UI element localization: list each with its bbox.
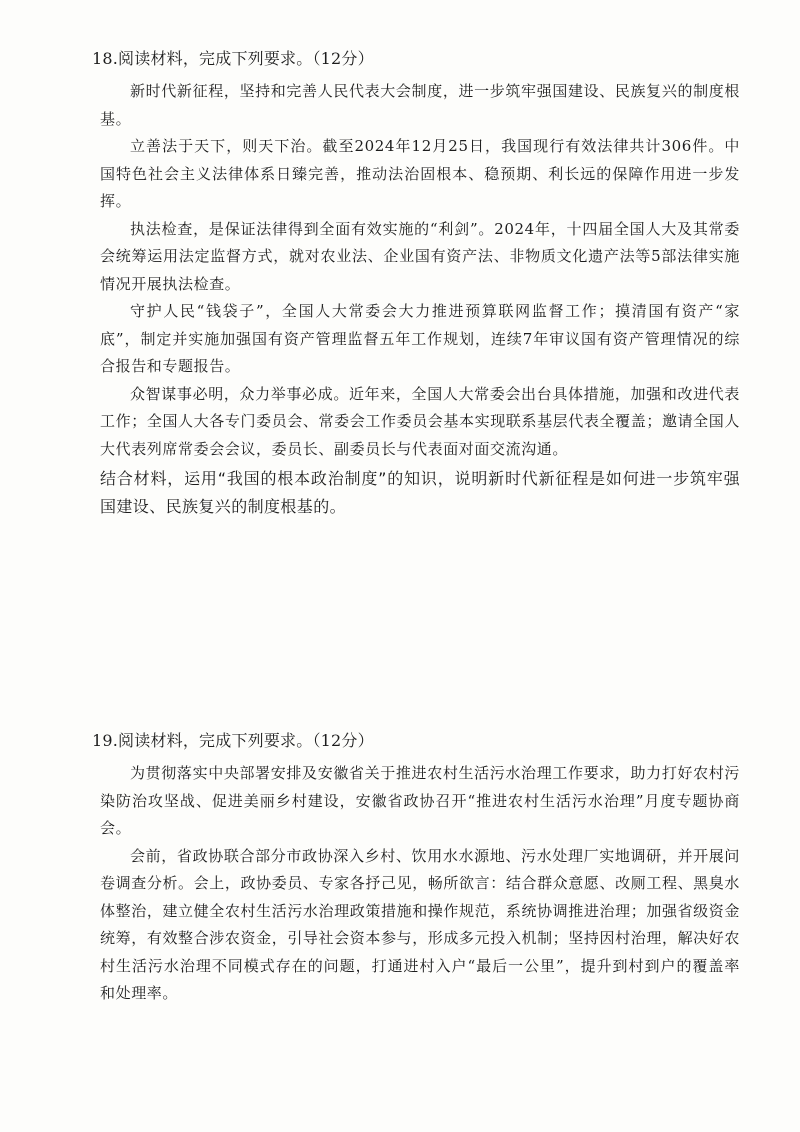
question-title: 18.阅读材料，完成下列要求。（12分） bbox=[92, 49, 374, 68]
material-paragraph: 众智谋事必明，众力举事必成。近年来，全国人大常委会出台具体措施，加强和改进代表工作；全国人大各专门委员会、常委会工作委员会基本实现联系基层代表全覆盖；邀请全国人大代表列席常委会会议，委员长、副委员长与代表面对面交流沟通。 bbox=[100, 384, 740, 458]
question-18 bbox=[92, 46, 740, 521]
material-paragraph: 执法检查，是保证法律得到全面有效实施的“利剑”。2024年，十四届全国人大及其常委会统筹运用法定监督方式，就对农业法、企业国有资产法、非物质文化遗产法等5部法律实施情况开展执法检查。 bbox=[100, 219, 740, 293]
question-prompt: 结合材料，运用“我国的根本政治制度”的知识，说明新时代新征程是如何进一步筑牢强国建设、民族复兴的制度根基的。 bbox=[100, 469, 740, 516]
material-paragraph: 会前，省政协联合部分市政协深入乡村、饮用水水源地、污水处理厂实地调研，并开展问卷调查分析。会上，政协委员、专家各抒己见，畅所欲言：结合群众意愿、改厕工程、黑臭水体整治，建立健全农村生活污水治理政策措施和操作规范，系统协调推进治理；加强省级资金统筹，有效整合涉农资金，引导社会资本参与，形成多元投入机制；坚持因村治理，解决好农村生活污水治理不同模式存在的问题，打通进村入户“最后一公里”，提升到村到户的覆盖率和处理率。 bbox=[100, 846, 740, 1002]
material-paragraph: 守护人民“钱袋子”，全国人大常委会大力推进预算联网监督工作；摸清国有资产“家底”，制定并实施加强国有资产管理监督五年工作规划，连续7年审议国有资产管理情况的综合报告和专题报告。 bbox=[100, 302, 740, 375]
question-19 bbox=[92, 728, 740, 1008]
question-title: 19.阅读材料，完成下列要求。（12分） bbox=[92, 731, 374, 750]
material-paragraph: 新时代新征程，坚持和完善人民代表大会制度，进一步筑牢强国建设、民族复兴的制度根基。 bbox=[100, 82, 740, 128]
material-paragraph: 为贯彻落实中央部署安排及安徽省关于推进农村生活污水治理工作要求，助力打好农村污染防治攻坚战、促进美丽乡村建设，安徽省政协召开“推进农村生活污水治理”月度专题协商会。 bbox=[100, 764, 740, 837]
material-paragraph: 立善法于天下，则天下治。截至2024年12月25日，我国现行有效法律共计306件。中国特色社会主义法律体系日臻完善，推动法治固根本、稳预期、利长远的保障作用进一步发挥。 bbox=[100, 137, 740, 210]
